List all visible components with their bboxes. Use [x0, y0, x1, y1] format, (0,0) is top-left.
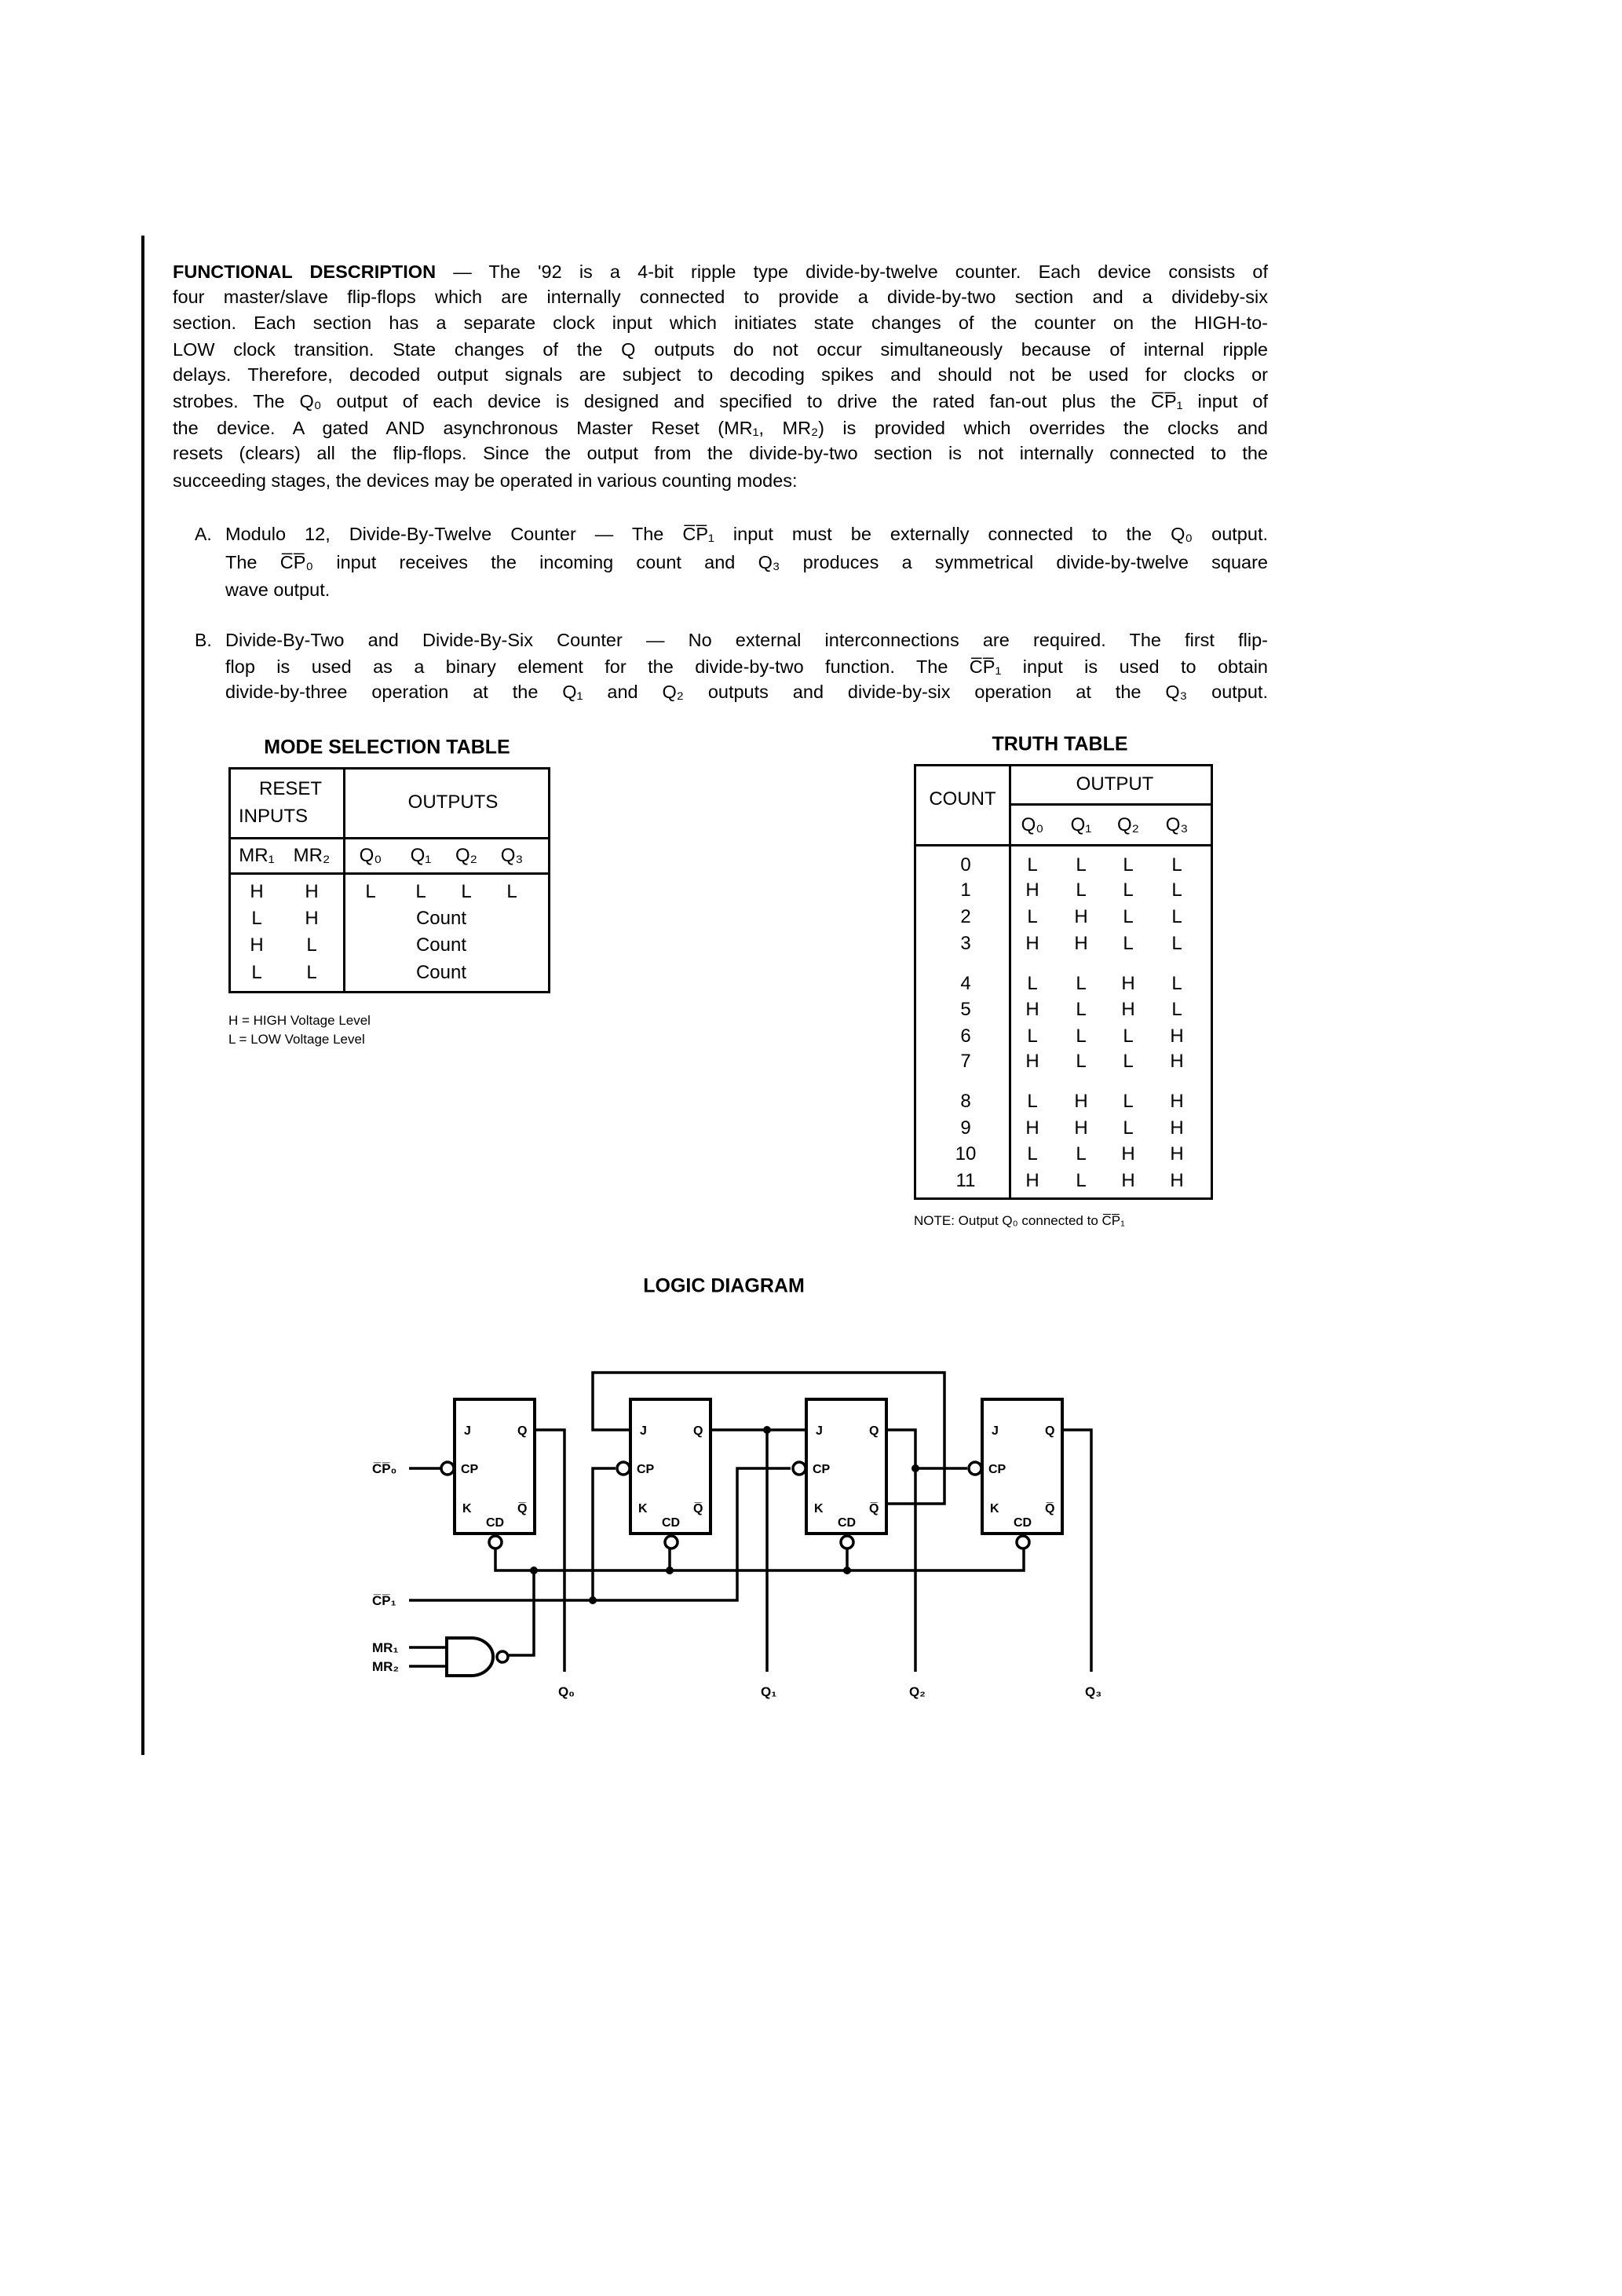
pin-label-k: K	[462, 1502, 472, 1515]
q1-header: Q₁	[1070, 814, 1092, 835]
pin-label-cp: CP	[988, 1463, 1006, 1476]
output-cell: H	[1074, 906, 1088, 927]
truth-table-title: TRUTH TABLE	[992, 733, 1128, 755]
count-cell: 10	[955, 1143, 977, 1164]
output-cell: L	[506, 881, 517, 902]
count-header: COUNT	[929, 788, 996, 810]
mode-a-line: wave output.	[225, 579, 331, 600]
inversion-bubble	[969, 1462, 981, 1475]
output-cell: L	[1076, 1143, 1087, 1164]
q2-output-label: Q₂	[909, 1684, 926, 1699]
count-cell: 8	[960, 1091, 971, 1112]
flip-flop	[617, 1399, 711, 1548]
output-cell: L	[1171, 999, 1182, 1020]
output-cell: H	[1025, 1117, 1039, 1139]
mr2-cell: H	[305, 908, 319, 929]
mr1-header: MR₁	[239, 845, 275, 866]
pin-label-cp: CP	[637, 1463, 655, 1476]
output-cell: L	[1123, 906, 1134, 927]
output-cell: L	[1076, 1051, 1087, 1072]
count-cell: 2	[960, 906, 971, 927]
inversion-bubble	[489, 1536, 502, 1548]
pin-label-j: J	[992, 1424, 999, 1438]
inputs-header: INPUTS	[238, 806, 309, 827]
mr2-label: MR₂	[372, 1659, 399, 1674]
output-cell: Count	[415, 962, 467, 983]
mode-a-line: The C̅P̅₀ input receives the incoming count and Q₃ produces a symmetrical divide-by-twelve square	[225, 552, 1268, 572]
output-cell: H	[1121, 999, 1135, 1020]
output-cell: L	[1076, 879, 1087, 901]
output-cell: L	[1076, 973, 1087, 994]
count-cell: 3	[960, 933, 971, 954]
q1-output-label: Q₁	[761, 1684, 777, 1699]
pin-label-q: Q	[1045, 1424, 1055, 1438]
pin-label-cd: CD	[838, 1516, 857, 1530]
output-cell: H	[1170, 1117, 1184, 1139]
mr1-cell: L	[251, 962, 262, 983]
output-cell: H	[1170, 1170, 1184, 1191]
description-line: the device. A gated AND asynchronous Master Reset (MR₁, MR₂) is provided which overrides the clocks and	[173, 418, 1268, 438]
count-cell: 6	[960, 1026, 971, 1047]
flip-flop	[441, 1399, 535, 1548]
description-line: LOW clock transition. State changes of the Q outputs do not occur simultaneously because of internal ripple	[173, 339, 1268, 360]
output-cell: L	[1027, 973, 1038, 994]
inversion-bubble	[441, 1462, 454, 1475]
output-cell: L	[1171, 879, 1182, 901]
description-line: delays. Therefore, decoded output signals are subject to decoding spikes and should not be used for clocks or	[173, 364, 1268, 385]
count-cell: 11	[955, 1170, 976, 1191]
count-cell: 9	[960, 1117, 971, 1139]
output-cell: L	[1027, 1143, 1038, 1164]
count-cell: 7	[960, 1051, 971, 1072]
output-cell: H	[1170, 1026, 1184, 1047]
output-cell: H	[1025, 1051, 1039, 1072]
q2-header: Q₂	[1117, 814, 1139, 835]
mode-b-line: divide-by-three operation at the Q₁ and Q₂ outputs and divide-by-six operation at the Q₃ output.	[225, 682, 1268, 702]
q0-header: Q₀	[359, 845, 382, 866]
output-cell: H	[1170, 1091, 1184, 1112]
output-cell: L	[1123, 879, 1134, 901]
output-cell: Count	[415, 934, 467, 956]
output-cell: L	[1076, 999, 1087, 1020]
q0-header: Q₀	[1021, 814, 1044, 835]
mr1-cell: L	[251, 908, 262, 929]
output-cell: L	[1027, 1091, 1038, 1112]
output-cell: L	[1123, 1117, 1134, 1139]
pin-label-q: Q	[869, 1424, 879, 1438]
mr2-header: MR₂	[293, 845, 331, 866]
description-line: section. Each section has a separate clock input which initiates state changes of the counter on the HIGH-to-	[173, 313, 1268, 333]
flip-flop	[793, 1399, 886, 1548]
output-cell: L	[1171, 906, 1182, 927]
output-cell: L	[1027, 906, 1038, 927]
mr2-cell: L	[306, 962, 317, 983]
count-cell: 5	[960, 999, 971, 1020]
output-cell: L	[1076, 1170, 1087, 1191]
output-cell: H	[1025, 879, 1039, 901]
output-cell: L	[1123, 933, 1134, 954]
inversion-bubble	[665, 1536, 678, 1548]
pin-label-cp: CP	[461, 1463, 479, 1476]
inversion-bubble	[793, 1462, 806, 1475]
description-line: succeeding stages, the devices may be operated in various counting modes:	[173, 470, 798, 491]
output-cell: L	[1123, 1051, 1134, 1072]
output-cell: L	[1171, 854, 1182, 876]
mr2-cell: H	[305, 881, 319, 902]
output-cell: L	[415, 881, 426, 902]
output-cell: L	[1123, 1026, 1134, 1047]
q1-header: Q₁	[410, 845, 432, 866]
pin-label-q: Q	[693, 1424, 703, 1438]
output-cell: L	[1123, 1091, 1134, 1112]
output-cell: H	[1025, 999, 1039, 1020]
output-cell: L	[1171, 973, 1182, 994]
output-cell: H	[1074, 933, 1088, 954]
q3-output-label: Q₃	[1085, 1684, 1102, 1699]
flip-flop	[969, 1399, 1062, 1548]
logic-diagram-title: LOGIC DIAGRAM	[643, 1274, 805, 1297]
output-cell: H	[1025, 933, 1039, 954]
pin-label-cd: CD	[1014, 1516, 1032, 1530]
wires	[409, 1373, 1091, 1676]
mr1-cell: H	[250, 881, 264, 902]
pin-label-j: J	[464, 1424, 471, 1438]
q2-header: Q₂	[455, 845, 477, 866]
output-cell: L	[1171, 933, 1182, 954]
output-cell: L	[365, 881, 376, 902]
legend-low: L = LOW Voltage Level	[228, 1032, 365, 1047]
mode-b-line: flop is used as a binary element for the divide-by-two function. The C̅P̅₁ input is used to obtain	[225, 656, 1268, 677]
truth-table-note: NOTE: Output Q₀ connected to C̅P̅₁	[914, 1213, 1125, 1228]
outputs-header: OUTPUTS	[407, 792, 499, 813]
description-heading: FUNCTIONAL DESCRIPTION	[173, 261, 437, 282]
inversion-bubble	[1017, 1536, 1029, 1548]
description-line: resets (clears) all the flip-flops. Since the output from the divide-by-two section is not internally connected to the	[173, 443, 1268, 463]
description-line: strobes. The Q₀ output of each device is designed and specified to drive the rated fan-out plus the C̅P̅₁ input of	[173, 391, 1268, 411]
output-cell: L	[461, 881, 472, 902]
output-cell: H	[1025, 1170, 1039, 1191]
legend-high: H = HIGH Voltage Level	[228, 1013, 371, 1028]
cp0-label: C̅P̅₀	[372, 1461, 397, 1476]
output-cell: H	[1170, 1051, 1184, 1072]
mode-a-label: A.	[195, 524, 212, 544]
pin-label-k: K	[638, 1502, 648, 1515]
description-text: — The '92 is a 4-bit ripple type divide-by-twelve counter. Each device consists of	[436, 261, 1268, 282]
pin-label-j: J	[816, 1424, 823, 1438]
mode-b-line: Divide-By-Two and Divide-By-Six Counter — No external interconnections are required. The first flip-	[225, 630, 1268, 650]
output-cell: L	[1027, 1026, 1038, 1047]
mode-b-label: B.	[195, 630, 212, 650]
pin-label-q: Q	[517, 1424, 528, 1438]
cp1-label: C̅P̅₁	[372, 1593, 396, 1608]
mr1-label: MR₁	[372, 1640, 399, 1655]
output-cell: H	[1121, 1170, 1135, 1191]
inversion-bubble	[841, 1536, 853, 1548]
output-cell: L	[1076, 854, 1087, 876]
q0-output-label: Q₀	[558, 1684, 575, 1699]
output-cell: H	[1074, 1091, 1088, 1112]
count-cell: 1	[960, 879, 971, 901]
q3-header: Q₃	[1165, 814, 1189, 835]
output-cell: H	[1121, 1143, 1135, 1164]
output-cell: L	[1027, 854, 1038, 876]
inversion-bubble	[617, 1462, 630, 1475]
pin-label-j: J	[640, 1424, 647, 1438]
reset-header: RESET	[258, 778, 323, 799]
pin-label-qbar: Q̅	[1045, 1502, 1055, 1515]
pin-label-cd: CD	[662, 1516, 681, 1530]
count-cell: 4	[960, 973, 971, 994]
pin-label-k: K	[814, 1502, 824, 1515]
pin-label-k: K	[990, 1502, 999, 1515]
output-cell: L	[1123, 854, 1134, 876]
pin-label-cd: CD	[486, 1516, 505, 1530]
mode-table-title: MODE SELECTION TABLE	[264, 736, 510, 759]
output-header: OUTPUT	[1076, 773, 1154, 795]
pin-label-qbar: Q̅	[517, 1502, 528, 1515]
output-cell: H	[1121, 973, 1135, 994]
output-cell: H	[1074, 1117, 1088, 1139]
output-cell: Count	[415, 908, 467, 929]
mode-a-line: Modulo 12, Divide-By-Twelve Counter — The C̅P̅₁ input must be externally connected to the Q₀ output.	[225, 524, 1268, 544]
mr1-cell: H	[250, 934, 264, 956]
pin-label-cp: CP	[813, 1463, 831, 1476]
pin-label-qbar: Q̅	[693, 1502, 703, 1515]
output-cell: H	[1170, 1143, 1184, 1164]
pin-label-qbar: Q̅	[869, 1502, 879, 1515]
description-line: four master/slave flip-flops which are internally connected to provide a divide-by-two section and a divideby-six	[173, 287, 1268, 307]
junction-dots	[530, 1426, 919, 1604]
mr2-cell: L	[306, 934, 317, 956]
q3-header: Q₃	[500, 845, 524, 866]
count-cell: 0	[960, 854, 971, 876]
output-cell: L	[1076, 1026, 1087, 1047]
